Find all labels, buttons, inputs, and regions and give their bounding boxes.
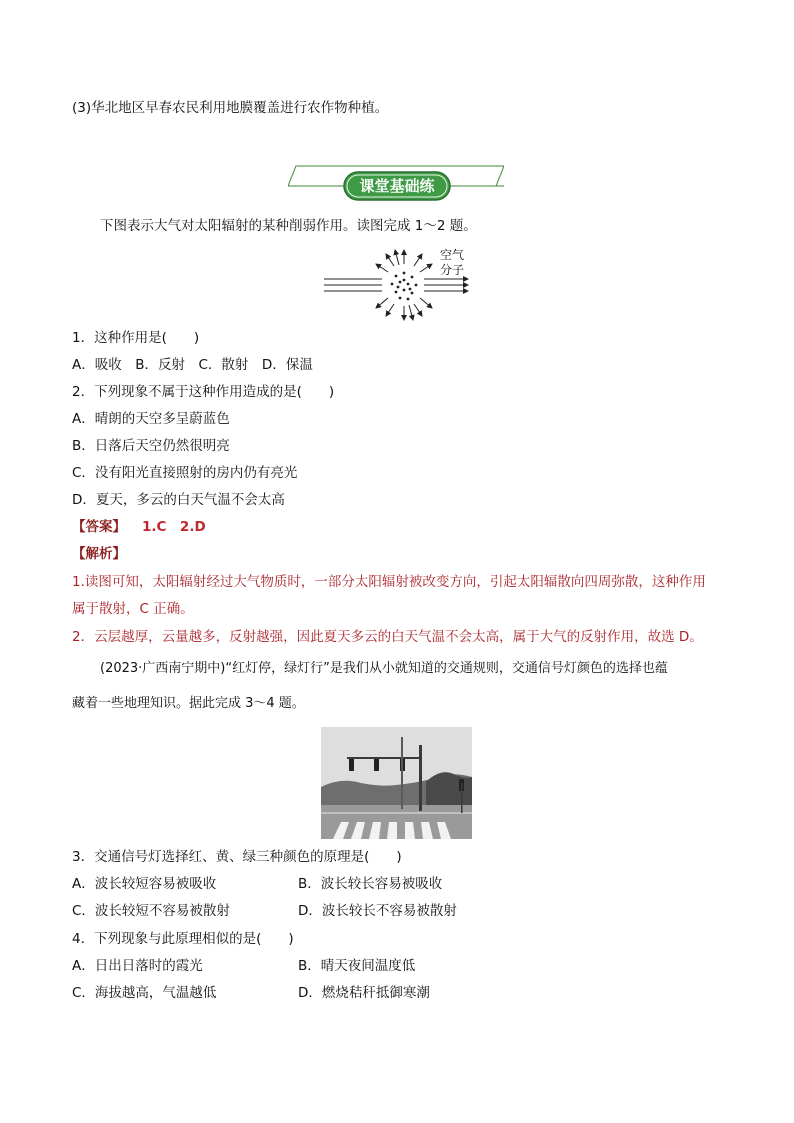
answer-label: 【答案】 [72,519,126,535]
banner-title: 课堂基础练 [359,177,435,195]
analysis-line-3: 2．云层越厚，云量越多，反射越强，因此夏天多云的白天气温不会太高，属于大气的反射作用，故选 D。 [72,629,703,645]
q4-option-b: B．晴天夜间温度低 [298,958,416,974]
answer-row [72,518,206,536]
q1-options: A．吸收 B．反射 C．散射 D．保温 [72,357,313,373]
q1-stem: 1．这种作用是( ) [72,330,200,346]
analysis-line-1: 1.读图可知，太阳辐射经过大气物质时，一部分太阳辐射被改变方向，引起太阳辐散向四周弥散，这种作用 [72,574,706,590]
q4-option-d: D．燃烧秸秆抵御寒潮 [298,985,430,1001]
scattering-diagram [322,246,472,324]
q2-option-d: D．夏天，多云的白天气温不会太高 [72,492,285,508]
q2-option-b: B．日落后天空仍然很明亮 [72,438,230,454]
q4-option-c: C．海拔越高，气温越低 [72,985,217,1001]
diagram-label-line1: 空气 [440,248,465,262]
q3-option-c: C．波长较短不容易被散射 [72,903,230,919]
q3-option-b: B．波长较长容易被吸收 [298,876,443,892]
traffic-light-image [321,727,472,839]
passage-2-line-2: 藏着一些地理知识。据此完成 3～4 题。 [72,696,305,711]
analysis-label: 【解析】 [72,546,126,562]
q4-option-a: A．日出日落时的霞光 [72,958,203,974]
section-banner [288,164,504,204]
intro-line: (3)华北地区早春农民利用地膜覆盖进行农作物种植。 [72,100,389,116]
passage-1: 下图表示大气对太阳辐射的某种削弱作用。读图完成 1～2 题。 [100,218,477,234]
q3-stem: 3．交通信号灯选择红、黄、绿三种颜色的原理是( ) [72,849,402,865]
q2-option-c: C．没有阳光直接照射的房内仍有亮光 [72,465,298,481]
q3-option-a: A．波长较短容易被吸收 [72,876,217,892]
analysis-line-2: 属于散射，C 正确。 [72,601,194,617]
q2-option-a: A．晴朗的天空多呈蔚蓝色 [72,411,230,427]
answer-value: 1.C 2.D [142,519,206,535]
traffic-light-photo [321,727,472,839]
passage-2-line-1: (2023·广西南宁期中)“红灯停，绿灯行”是我们从小就知道的交通规则，交通信号灯颜色的选择也蕴 [100,661,668,676]
diagram-label-line2: 分子 [440,263,465,277]
q3-option-d: D．波长较长不容易被散射 [298,903,457,919]
q4-stem: 4．下列现象与此原理相似的是( ) [72,931,294,947]
q2-stem: 2．下列现象不属于这种作用造成的是( ) [72,384,335,400]
